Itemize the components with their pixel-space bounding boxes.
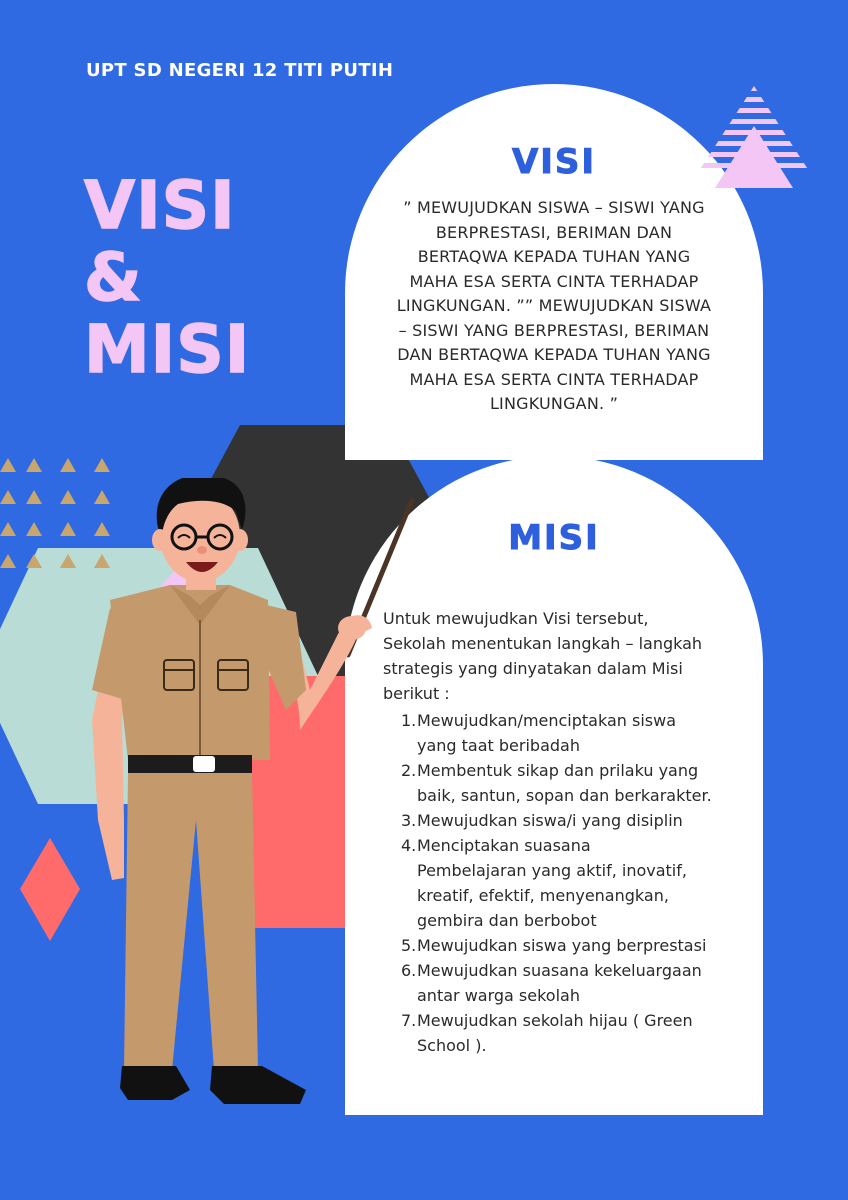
page-title xyxy=(84,167,251,388)
misi-intro xyxy=(383,606,733,706)
list-item xyxy=(401,933,741,958)
list-item xyxy=(401,833,741,933)
visi-statement xyxy=(367,196,741,417)
misi-heading: MISI xyxy=(508,518,600,558)
list-item xyxy=(401,808,741,833)
list-item xyxy=(401,708,741,758)
list-item xyxy=(401,758,741,808)
item-line: antar warga sekolah xyxy=(417,986,580,1005)
visi-line: BERTAQWA KEPADA TUHAN YANG xyxy=(417,247,691,266)
visi-heading: VISI xyxy=(511,142,597,182)
title-visi: VISI xyxy=(84,167,236,244)
misi-intro-line: berikut : xyxy=(383,684,450,703)
title-ampersand: & xyxy=(84,239,143,316)
visi-line: DAN BERTAQWA KEPADA TUHAN YANG xyxy=(397,345,711,364)
item-line: Mewujudkan siswa yang berprestasi xyxy=(417,936,707,955)
item-line: School ). xyxy=(417,1036,487,1055)
school-name: UPT SD NEGERI 12 TITI PUTIH xyxy=(86,60,394,81)
visi-line: MAHA ESA SERTA CINTA TERHADAP xyxy=(409,271,699,291)
title-misi: MISI xyxy=(84,311,251,388)
teacher-illustration xyxy=(80,478,420,1118)
item-number: 7. xyxy=(401,1011,417,1030)
item-number: 5. xyxy=(401,936,417,955)
misi-list xyxy=(401,708,741,1058)
item-line: kreatif, efektif, menyenangkan, xyxy=(417,886,669,905)
list-item xyxy=(401,1008,741,1058)
misi-intro-line: Sekolah menentukan langkah – langkah xyxy=(383,634,703,653)
coral-diamond-shape xyxy=(20,838,80,941)
visi-line: MAHA ESA SERTA CINTA TERHADAP xyxy=(409,369,699,389)
item-line: Mewujudkan suasana kekeluargaan xyxy=(417,961,702,980)
misi-intro-line: Untuk mewujudkan Visi tersebut, xyxy=(383,609,649,628)
item-line: Mewujudkan siswa/i yang disiplin xyxy=(417,811,683,830)
misi-intro-line: strategis yang dinyatakan dalam Misi xyxy=(383,659,683,678)
item-line: yang taat beribadah xyxy=(417,736,580,755)
item-number: 3. xyxy=(401,811,417,830)
item-number: 4. xyxy=(401,836,417,855)
visi-line: LINGKUNGAN. ” xyxy=(489,394,619,413)
visi-line: ” MEWUJUDKAN SISWA – SISWI YANG xyxy=(403,198,705,217)
visi-line: BERPRESTASI, BERIMAN DAN xyxy=(435,222,673,242)
item-line: baik, santun, sopan dan berkarakter. xyxy=(417,786,712,805)
item-number: 6. xyxy=(401,961,417,980)
list-item xyxy=(401,958,741,1008)
item-line: gembira dan berbobot xyxy=(417,911,597,930)
item-line: Membentuk sikap dan prilaku yang xyxy=(417,761,699,780)
item-number: 1. xyxy=(401,711,417,730)
visi-line: – SISWI YANG BERPRESTASI, BERIMAN xyxy=(398,320,710,340)
item-number: 2. xyxy=(401,761,417,780)
visi-line: LINGKUNGAN. ”” MEWUJUDKAN SISWA xyxy=(396,296,712,315)
item-line: Mewujudkan/menciptakan siswa xyxy=(417,711,677,730)
item-line: Mewujudkan sekolah hijau ( Green xyxy=(417,1011,693,1030)
item-line: Pembelajaran yang aktif, inovatif, xyxy=(417,861,687,880)
item-line: Menciptakan suasana xyxy=(417,836,591,855)
pink-striped-triangle xyxy=(697,86,811,190)
